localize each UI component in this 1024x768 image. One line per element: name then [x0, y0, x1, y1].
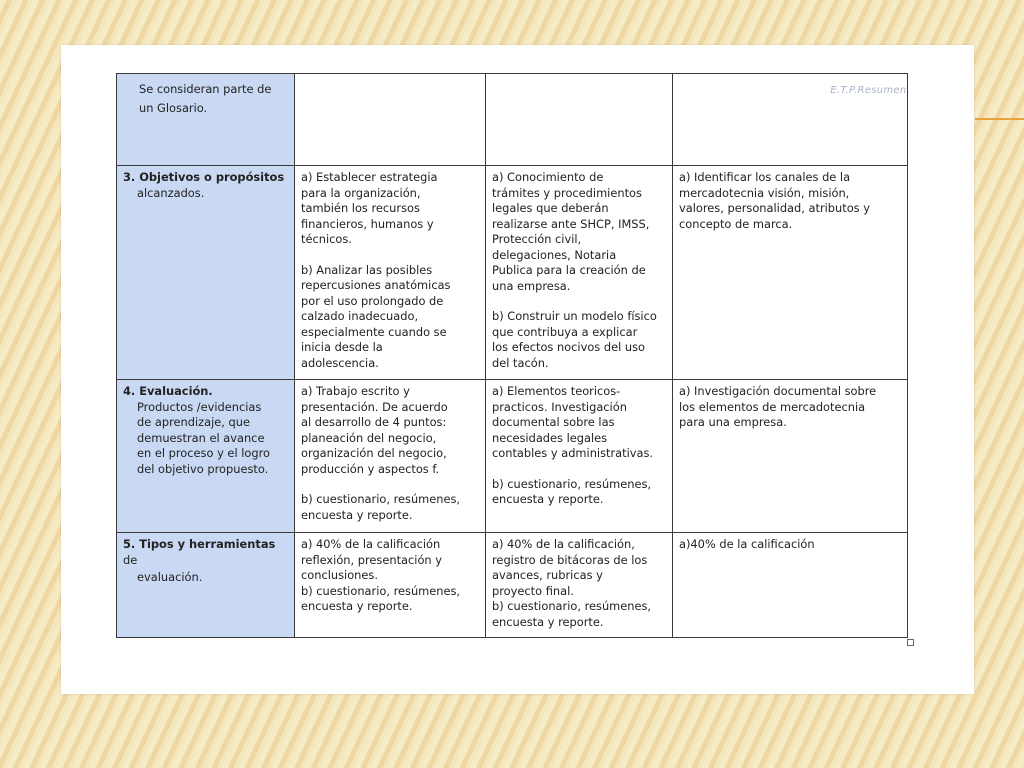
cell-text-line: concepto de marca.	[679, 216, 793, 231]
cell-text-line: para la organización,	[301, 185, 421, 200]
cell-text-block	[301, 170, 480, 248]
cell-text-line: a) Investigación documental sobre	[679, 384, 877, 398]
cell-text-line: realizarse ante SHCP, IMSS,	[492, 216, 650, 231]
evaluation-table	[116, 73, 908, 638]
cell-text-line: del tacón.	[492, 355, 549, 370]
cell-text-line: a) Elementos teoricos-	[492, 384, 621, 398]
cell-text-line: contables y administrativas.	[492, 446, 654, 460]
label-line: Se consideran parte de	[139, 82, 272, 96]
cell-text-line: b) Analizar las posibles	[301, 262, 433, 277]
cell-text-line: planeación del negocio,	[301, 430, 437, 445]
row-label-cell	[117, 166, 295, 380]
table-row-glossary	[117, 74, 908, 166]
cell-text-line: Productos /evidencias	[137, 399, 262, 414]
cell-text-block	[301, 384, 480, 477]
cell-text-line: legales que deberán	[492, 201, 609, 215]
cell-text-line: a) Trabajo escrito y	[301, 384, 410, 398]
row-subtitle: alcanzados.	[137, 185, 205, 200]
cell-text-block	[679, 384, 902, 431]
cell-text-line: adolescencia.	[301, 355, 379, 370]
table-row-evaluation	[117, 380, 908, 533]
cell-text-line: a) 40% de la calificación,	[492, 537, 635, 551]
cell-text-block	[492, 309, 667, 371]
cell-text-line: demuestran el avance	[137, 430, 265, 445]
table-cell	[673, 166, 908, 380]
cell-text-line: a) Identificar los canales de la	[679, 170, 851, 184]
cell-text-line: b) cuestionario, resúmenes,	[301, 492, 461, 506]
row-label-cell	[117, 380, 295, 533]
table-cell	[295, 533, 486, 638]
cell-text-line: b) Construir un modelo físico	[492, 309, 657, 323]
cell-text-block	[301, 537, 480, 615]
table-cell	[295, 166, 486, 380]
cell-text-line: especialmente cuando se	[301, 324, 447, 339]
cell-text-line: para una empresa.	[679, 415, 787, 429]
empty-cell	[673, 74, 908, 166]
cell-text-line: encuesta y reporte.	[301, 507, 413, 522]
table-cell	[486, 380, 673, 533]
cell-text-line: practicos. Investigación	[492, 399, 627, 414]
row-title-tail: de	[123, 552, 138, 567]
header-note: E.T.P.Resumen.	[830, 85, 910, 96]
document-page	[61, 45, 974, 694]
cell-text-line: a)40% de la calificación	[679, 537, 815, 551]
cell-text-line: conclusiones.	[301, 568, 378, 582]
label-line: un Glosario.	[139, 101, 208, 115]
table-cell	[295, 380, 486, 533]
cell-text-block	[492, 477, 667, 508]
row-label-cell	[117, 533, 295, 638]
cell-text-line: del objetivo propuesto.	[137, 461, 269, 476]
cell-text-block	[301, 492, 480, 523]
cell-text-block	[492, 537, 667, 630]
cell-text-block	[492, 170, 667, 294]
cell-text-line: b) cuestionario, resúmenes,	[492, 476, 652, 491]
cell-text-line: b) cuestionario, resúmenes,	[301, 583, 461, 598]
cell-text-line: delegaciones, Notaria	[492, 247, 617, 262]
cell-text-line: que contribuya a explicar	[492, 324, 638, 339]
cell-text-line: registro de bitácoras de los	[492, 552, 648, 567]
table-cell	[673, 380, 908, 533]
cell-text-line: por el uso prolongado de	[301, 293, 444, 308]
row-title: 4. Evaluación.	[123, 384, 213, 398]
cell-text-line: de aprendizaje, que	[137, 415, 250, 429]
cell-text-line: mercadotecnia visión, misión,	[679, 185, 850, 200]
table-cell	[673, 533, 908, 638]
cell-text-line: a) 40% de la calificación	[301, 537, 441, 551]
cell-text-line: los efectos nocivos del uso	[492, 340, 645, 354]
cell-text-line: al desarrollo de 4 puntos:	[301, 415, 447, 429]
row-label-cell	[117, 74, 295, 166]
cell-text-line: financieros, humanos y	[301, 216, 434, 231]
cell-text-line: necesidades legales	[492, 430, 608, 445]
cell-text-line: avances, rubricas y	[492, 568, 603, 582]
cell-text-block	[492, 384, 667, 462]
cell-text-line: encuesta y reporte.	[301, 599, 413, 613]
cell-text-block	[679, 170, 902, 232]
cell-text-line: los elementos de mercadotecnia	[679, 399, 866, 414]
cell-text-line: reflexión, presentación y	[301, 552, 443, 567]
cell-text-line: organización del negocio,	[301, 446, 447, 460]
cell-text-line: presentación. De acuerdo	[301, 399, 448, 414]
cell-text-block	[123, 400, 289, 478]
cell-text-line: trámites y procedimientos	[492, 185, 642, 200]
cell-text-line: Publica para la creación de	[492, 263, 646, 277]
cell-text-line: encuesta y reporte.	[492, 614, 604, 629]
cell-text-line: b) cuestionario, resúmenes,	[492, 599, 652, 613]
cell-text-line: a) Conocimiento de	[492, 170, 604, 184]
cell-text-block	[301, 263, 480, 372]
cell-text-line: repercusiones anatómicas	[301, 278, 451, 292]
cell-text-line: documental sobre las	[492, 415, 615, 429]
cell-text-block	[679, 537, 902, 553]
cell-text-line: producción y aspectos f.	[301, 461, 440, 476]
accent-line	[975, 118, 1024, 120]
cell-text-line: encuesta y reporte.	[492, 492, 604, 506]
cell-text-line: proyecto final.	[492, 583, 574, 598]
empty-cell	[486, 74, 673, 166]
cell-text-line: calzado inadecuado,	[301, 309, 419, 323]
cell-text-line: valores, personalidad, atributos y	[679, 201, 870, 215]
table-row-types	[117, 533, 908, 638]
row-subtitle: evaluación.	[137, 570, 203, 584]
cell-text-line: inicia desde la	[301, 340, 383, 354]
cell-text-line: técnicos.	[301, 232, 352, 246]
anchor-marker	[907, 639, 914, 646]
table-cell	[486, 533, 673, 638]
row-title: 5. Tipos y herramientas	[123, 537, 276, 551]
cell-text-line: una empresa.	[492, 278, 571, 293]
row-title: 3. Objetivos o propósitos	[123, 170, 285, 184]
table-cell	[486, 166, 673, 380]
cell-text-line: a) Establecer estrategia	[301, 170, 438, 184]
cell-text-line: Protección civil,	[492, 232, 582, 246]
cell-text-line: en el proceso y el logro	[137, 446, 270, 460]
table-row-objectives	[117, 166, 908, 380]
empty-cell	[295, 74, 486, 166]
cell-text-line: también los recursos	[301, 201, 420, 215]
